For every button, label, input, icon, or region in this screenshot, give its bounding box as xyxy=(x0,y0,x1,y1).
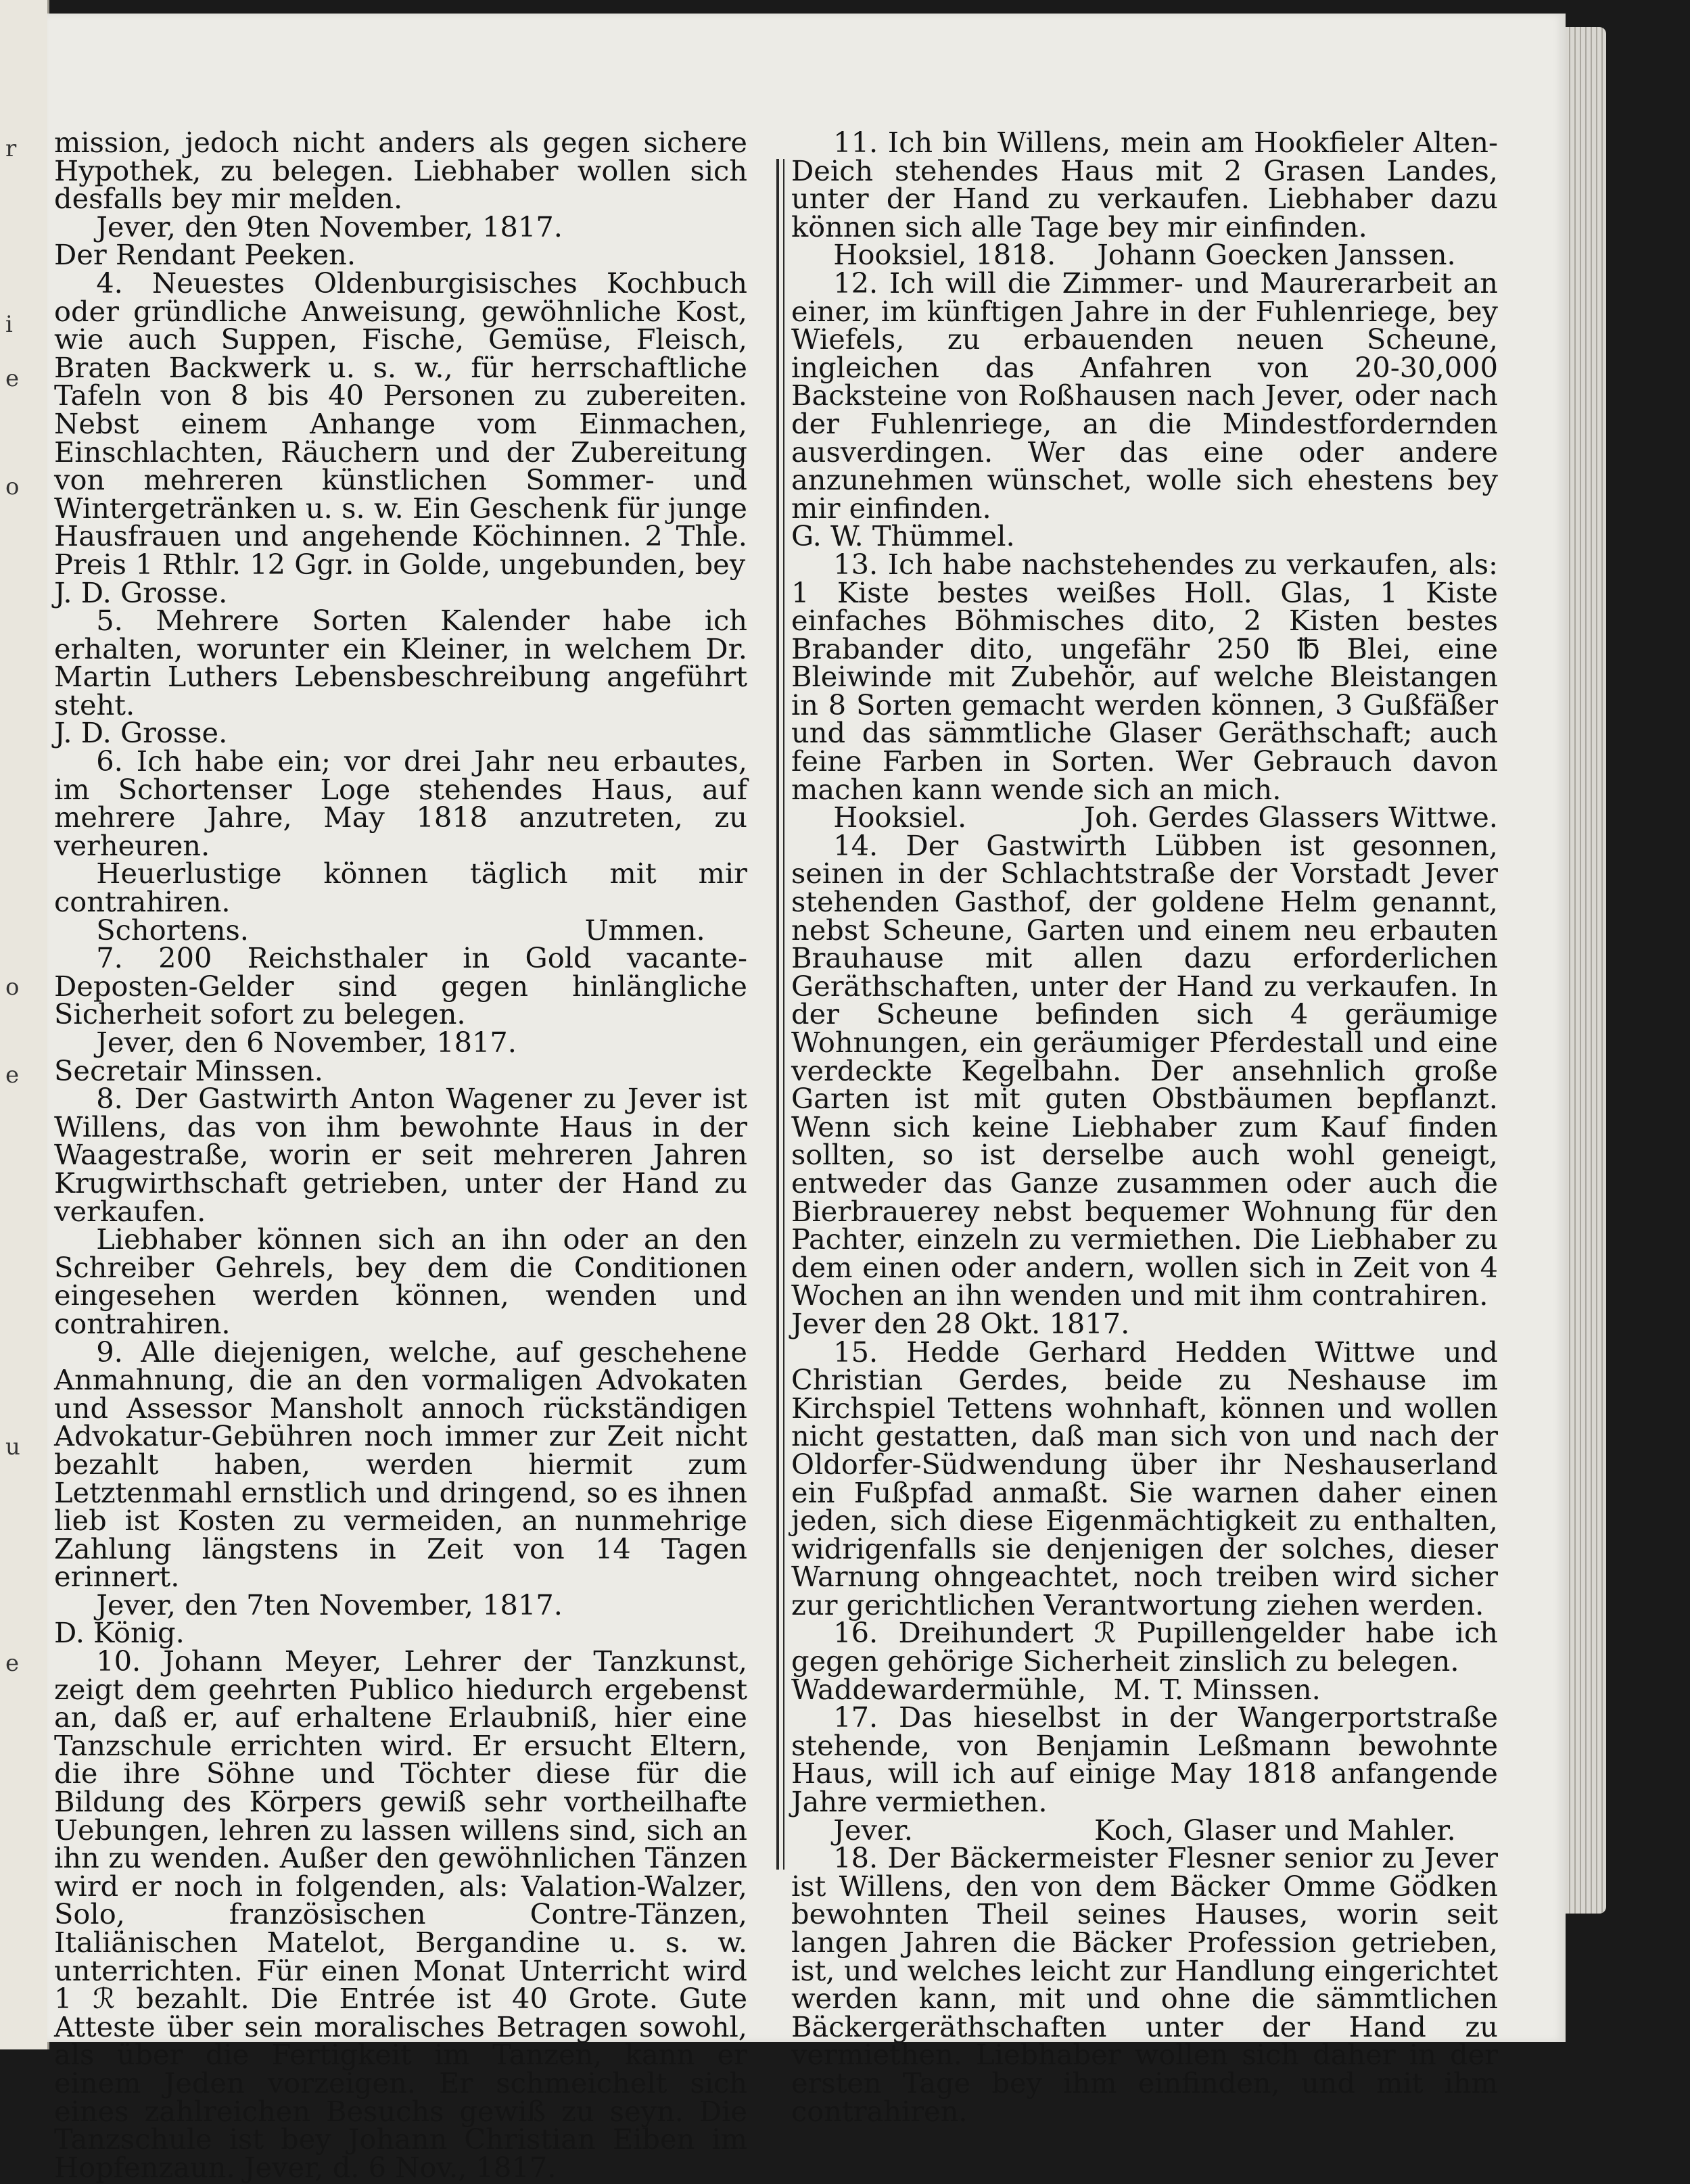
notice-text: 4. Neuestes Oldenburgisisches Kochbuch oder gründliche Anweisung, gewöhnliche Kost, wie auch Suppen, Fische, Gemüse, Fleisch, Braten Backwerk u. s. w., für herrschaftliche Tafeln von 8 bis 40 Personen zu zubereiten. Nebst einem Anhange vom Einmachen, Einschlachten, Räuchern und der Zubereitung von mehreren künstlichen Sommer- und Wintergetränken u. s. w. Ein Geschenk für junge Hausfrauen und angehende Köchinnen. 2 Thle. Preis 1 Rthlr. 12 Ggr. in Golde, ungebunden, bey xyxy=(54,266,747,581)
signature: G. W. Thümmel. xyxy=(791,519,1015,553)
signature: D. König. xyxy=(54,1616,185,1650)
place-date: Jever, den 7ten November, 1817. xyxy=(96,1588,563,1621)
place: Hooksiel, 1818. xyxy=(833,238,1056,272)
notice-text: 10. Johann Meyer, Lehrer der Tanzkunst, zeigt dem geehrten Publico hiedurch ergebenst an, daß er, auf erhaltene Erlaubniß, hier eine Tanzschule errichten wird. Er ersucht Eltern, die ihre Söhne und Töchter diese für die Bildung des Körpers gewiß sehr vortheilhafte Uebungen, lehren zu lassen willens sind, sich an ihn zu wenden. Außer den gewöhnlichen Tänzen wird er noch in folgenden, als: Valation-Walzer, Solo, französischen Contre-Tänzen, Italiänischen Matelot, Bergandine u. s. w. unterrichten. Für einen Monat Unterricht wird 1 ℛ bezahlt. Die Entrée ist 40 Grote. Gute Atteste über sein moralisches Betragen sowohl, als über die Fertigkeit im Tanzen, kann er einem Jeden vorzeigen. Er schmeichelt sich eines zahlreichen Besuchs gewiß zu seyn. Die Tanzschule ist bey Johann Christian Eiben im Hopfenzaun. Jever, d. 6 Nov., 1817. xyxy=(54,1644,747,2184)
notice-3 xyxy=(54,126,747,272)
notice-text: 16. Dreihundert ℛ Pupillengelder habe ich gegen gehörige Sicherheit zinslich zu belegen. xyxy=(791,1616,1498,1678)
notice-text: 6. Ich habe ein; vor drei Jahr neu erbautes, im Schortenser Loge stehendes Haus, auf mehrere Jahre, May 1818 anzutreten, zu verheuren. xyxy=(54,744,747,862)
notice-10 xyxy=(54,1644,747,2184)
notice-17 xyxy=(791,1701,1498,1847)
notice-text: Heuerlustige können täglich mit mir contrahiren. xyxy=(54,857,747,919)
notice-text: mission, jedoch nicht anders als gegen sichere Hypothek, zu belegen. Liebhaber wollen sich desfalls bey mir melden. xyxy=(54,126,747,216)
notice-text: 9. Alle diejenigen, welche, auf geschehene Anmahnung, die an den vormaligen Advokaten und Assessor Mansholt annoch rückständigen Advokatur-Gebühren noch immer zur Zeit nicht bezahlt haben, werden hiermit zum Letztenmahl ernstlich und dringend, so es ihnen lieb ist Kosten zu vermeiden, an nunmehrige Zahlung längstens in Zeit von 14 Tagen erinnert. xyxy=(54,1335,747,1594)
signature: Koch, Glaser und Mahler. xyxy=(1094,1813,1456,1847)
left-column xyxy=(54,126,747,2184)
signature: Johann Goecken Janssen. xyxy=(1097,238,1456,272)
notice-text: 7. 200 Reichsthaler in Gold vacante-Deposten-Gelder sind gegen hinlängliche Sicherheit sofort zu belegen. xyxy=(54,941,747,1031)
margin-fragment: o xyxy=(5,473,20,500)
notice-7 xyxy=(54,941,747,1087)
margin-fragment: e xyxy=(5,1062,20,1089)
place: Schortens. xyxy=(96,913,249,947)
place-date: Jever, den 6 November, 1817. xyxy=(96,1026,517,1059)
notice-5 xyxy=(54,604,747,750)
notice-11 xyxy=(791,126,1498,272)
margin-fragment: i xyxy=(5,311,13,338)
notice-text: 8. Der Gastwirth Anton Wagener zu Jever ist Willens, das von ihm bewohnte Haus in der Waagestraße, worin er seit mehreren Jahren Krugwirthschaft getrieben, unter der Hand zu verkaufen. xyxy=(54,1082,747,1228)
notice-8 xyxy=(54,1082,747,1340)
signature: J. D. Grosse. xyxy=(54,716,228,750)
notice-15 xyxy=(791,1335,1498,1621)
notice-18 xyxy=(791,1841,1498,2128)
notice-12 xyxy=(791,266,1498,553)
signature: Ummen. xyxy=(584,913,705,947)
notice-6 xyxy=(54,744,747,947)
notice-text: 18. Der Bäckermeister Flesner senior zu Jever ist Willens, den von dem Bäcker Omme Gödken bewohnten Theil seines Hauses, worin seit langen Jahren die Bäcker Profession getrieben, ist, und welches leicht zur Handlung eingerichtet werden kann, mit und ohne die sämmtlichen Bäckergeräthschaften unter der Hand zu vermiethen. Liebhaber wollen sich daher in der ersten Tage bey ihm einfinden, und mit ihm contrahiren. xyxy=(791,1841,1498,2128)
newspaper-page xyxy=(47,14,1566,2184)
notice-text: 5. Mehrere Sorten Kalender habe ich erhalten, worunter ein Kleiner, in welchem Dr. Martin Luthers Lebensbeschreibung angeführt steht. xyxy=(54,604,747,721)
place: Waddewardermühle, xyxy=(791,1672,1087,1706)
right-column xyxy=(791,126,1498,2128)
notice-16 xyxy=(791,1616,1498,1706)
signature: Secretair Minssen. xyxy=(54,1053,323,1087)
column-rule xyxy=(776,159,779,1870)
notice-text: Liebhaber können sich an ihn oder an den Schreiber Gehrels, bey dem die Conditionen eingesehen werden können, wenden und contrahiren. xyxy=(54,1222,747,1340)
margin-fragment: u xyxy=(5,1433,20,1461)
signature: Der Rendant Peeken. xyxy=(54,238,356,272)
signature: M. T. Minssen. xyxy=(1113,1672,1321,1706)
column-rule xyxy=(783,159,784,1870)
signature: Joh. Gerdes Glassers Wittwe. xyxy=(1083,801,1498,834)
notice-13 xyxy=(791,547,1498,834)
place-date: Jever, den 9ten November, 1817. xyxy=(96,210,563,243)
notice-9 xyxy=(54,1335,747,1650)
margin-fragment: r xyxy=(5,135,17,162)
notice-text: 14. Der Gastwirth Lübben ist gesonnen, seinen in der Schlachtstraße der Vorstadt Jever stehenden Gasthof, der goldene Helm genannt, nebst Scheune, Garten und einem neu erbauten Brauhause mit allen dazu erforderlichen Geräthschaften, unter der Hand zu verkaufen. In der Scheune befinden sich 4 geräumige Wohnungen, ein geräumiger Pferdestall und eine verdeckte Kegelbahn. Der ansehnlich große Garten ist mit guten Obstbäumen bepflanzt. Wenn sich keine Liebhaber zum Kauf finden sollten, so ist derselbe auch wohl geneigt, entweder das Ganze zusammen oder auch die Bierbrauerey nebst bequemer Wohnung für den Pachter, einzeln zu vermiethen. Die Liebhaber zu dem einen oder andern, wollen sich in Zeit von 4 Wochen an ihn wenden und mit ihm contrahiren. xyxy=(791,828,1498,1312)
notice-text: 17. Das hieselbst in der Wangerportstraße stehende, von Benjamin Leßmann bewohnte Haus, will ich auf einige May 1818 anfangende Jahre vermiethen. xyxy=(791,1701,1498,1819)
notice-text: 11. Ich bin Willens, mein am Hookfieler Alten-Deich stehendes Haus mit 2 Grasen Landes, unter der Hand zu verkaufen. Liebhaber dazu können sich alle Tage bey mir einfinden. xyxy=(791,126,1498,243)
notice-text: 15. Hedde Gerhard Hedden Wittwe und Christian Gerdes, beide zu Neshause im Kirchspiel Tettens wohnhaft, können und wollen nicht gestatten, daß man sich von und nach der Oldorfer-Südwendung über ihr Neshauserland ein Fußpfad anmaßt. Sie warnen daher einen jeden, sich diese Eigenmächtigkeit zu enthalten, widrigenfalls sie denjenigen der solches, dieser Warnung ohngeachtet, noch treiben wird sicher zur gerichtlichen Verantwortung ziehen werden. xyxy=(791,1335,1498,1621)
margin-fragment: e xyxy=(5,365,20,392)
place: Hooksiel. xyxy=(833,801,967,834)
signature: J. D. Grosse. xyxy=(54,575,228,609)
margin-fragment: o xyxy=(5,974,20,1001)
notice-4 xyxy=(54,266,747,609)
place: Jever. xyxy=(833,1813,913,1847)
notice-text: 13. Ich habe nachstehendes zu verkaufen, als: 1 Kiste bestes weißes Holl. Glas, 1 Kiste einfaches Böhmisches dito, 2 Kisten bestes Brabander dito, ungefähr 250 ℔ Blei, eine Bleiwinde mit Zubehör, auf welche Bleistangen in 8 Sorten gemacht werden können, 3 Gußfäßer und das sämmtliche Glaser Geräthschaft; auch feine Farben in Sorten. Wer Gebrauch davon machen kann wende sich an mich. xyxy=(791,547,1498,806)
place-date: Jever den 28 Okt. 1817. xyxy=(791,1306,1130,1340)
facing-page-edge xyxy=(0,0,49,2049)
margin-fragment: e xyxy=(5,1650,20,1677)
notice-14 xyxy=(791,828,1498,1340)
notice-text: 12. Ich will die Zimmer- und Maurerarbeit an einer, im künftigen Jahre in der Fuhlenriege, bey Wiefels, zu erbauenden neuen Scheune, ingleichen das Anfahren von 20-30,000 Backsteine von Roßhausen nach Jever, oder nach der Fuhlenriege, an die Mindestfordernden ausverdingen. Wer das eine oder andere anzunehmen wünschet, wolle sich ehestens bey mir einfinden. xyxy=(791,266,1498,525)
